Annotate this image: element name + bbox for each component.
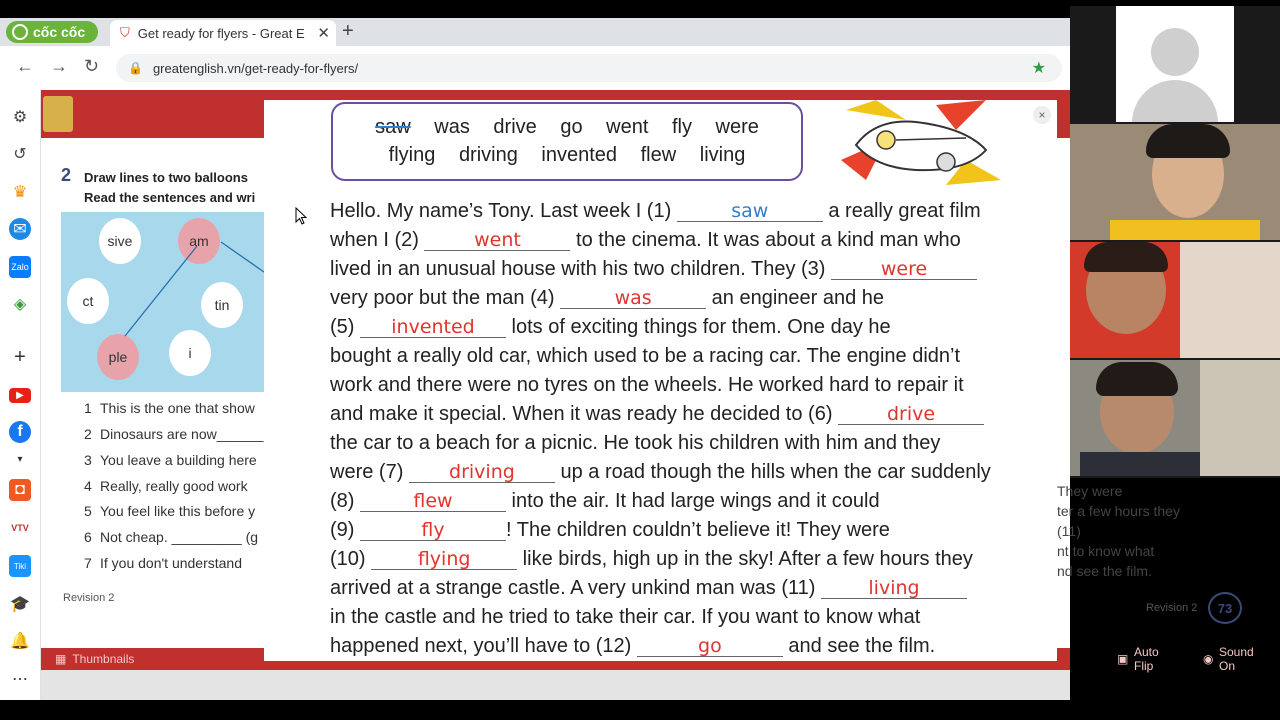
exercise-popup: [264, 100, 1057, 661]
lock-icon: 🔒: [128, 61, 143, 75]
url-text: greatenglish.vn/get-ready-for-flyers/: [152, 60, 359, 76]
story-fragment: (10): [330, 548, 372, 570]
active-tab[interactable]: [110, 20, 336, 46]
browser-sidebar: [0, 90, 41, 700]
sentence-text: You leave a building here: [100, 452, 257, 468]
word-bank-word: driving: [458, 144, 518, 166]
word-bank-word: flying: [388, 144, 436, 166]
story-line: [330, 574, 991, 603]
story-line: [330, 545, 991, 574]
sentence-item: [84, 426, 263, 442]
crown-icon[interactable]: ♛: [12, 184, 28, 201]
sentence-text: Dinosaurs are now______: [100, 426, 264, 442]
right-page-text: nt to know what: [1057, 543, 1155, 559]
participant-hair: [1146, 124, 1230, 158]
nav-bar: [0, 46, 1070, 90]
word-bank-word: went: [606, 116, 649, 138]
story-fragment: lots of exciting things for them. One day he: [506, 316, 891, 338]
shopee-icon[interactable]: ◘: [9, 479, 31, 501]
story-fragment: a really great film: [822, 200, 981, 222]
answer-blank-4[interactable]: [560, 287, 706, 309]
sentence-item: [84, 452, 257, 468]
participant-hair: [1084, 242, 1168, 272]
story-fragment: when I (2): [330, 229, 425, 251]
story-text: [330, 197, 991, 661]
sentence-text: Not cheap. _________ (g: [100, 529, 259, 545]
word-bank-word: invented: [541, 144, 618, 166]
forward-icon[interactable]: →: [50, 56, 68, 76]
story-line: in the castle and he tried to take their car. If you want to know what: [330, 606, 921, 628]
messenger-icon[interactable]: ✉: [9, 218, 31, 240]
participant-shirt: [1110, 220, 1260, 240]
story-fragment: happened next, you’ll have to (12): [330, 635, 637, 657]
answer-blank-8[interactable]: [360, 490, 506, 512]
thumbnails-icon[interactable]: ▦: [55, 652, 67, 666]
school-crest-icon: [43, 96, 73, 132]
right-page-text: ter a few hours they: [1057, 503, 1180, 519]
right-page-text: They were: [1057, 483, 1123, 499]
story-line: [330, 632, 991, 661]
story-fragment: (9): [330, 519, 360, 541]
sentence-item: [84, 503, 255, 519]
game-controller-icon[interactable]: ◈: [13, 296, 27, 313]
close-popup-button[interactable]: ×: [1033, 106, 1051, 124]
sentence-number: 6: [84, 529, 92, 545]
vtv-icon[interactable]: VTV: [11, 523, 29, 533]
connector-lines: [61, 212, 264, 392]
word-bank-word: living: [699, 144, 746, 166]
story-line: [330, 516, 991, 545]
sound-icon[interactable]: ◉: [1203, 652, 1214, 666]
answer-blank-6[interactable]: [838, 403, 984, 425]
word-bank: [331, 102, 803, 181]
auto-flip-icon[interactable]: ▣: [1117, 652, 1129, 666]
answer-text: go: [698, 635, 722, 657]
exercise-title: [84, 168, 255, 208]
participant-video[interactable]: [1070, 242, 1280, 358]
answer-blank-12[interactable]: [637, 635, 783, 657]
add-icon[interactable]: +: [14, 345, 26, 368]
answer-text: flew: [413, 490, 453, 512]
notification-bell-icon[interactable]: 🔔: [10, 633, 30, 650]
education-icon[interactable]: 🎓: [10, 596, 30, 613]
story-line: [330, 458, 991, 487]
exercise-title-line-2: Read the sentences and wri: [84, 190, 256, 205]
balloon: am: [178, 218, 220, 264]
word-bank-word: saw: [375, 116, 411, 138]
reload-icon[interactable]: ↻: [84, 56, 100, 76]
word-bank-row-1: [333, 113, 801, 141]
answer-blank-11[interactable]: [821, 577, 967, 599]
sentence-item: [84, 529, 258, 545]
sentence-number: 7: [84, 555, 92, 571]
zalo-icon[interactable]: Zalo: [9, 256, 31, 278]
facebook-icon[interactable]: f: [9, 421, 31, 443]
sentence-text: If you don't understand: [100, 555, 242, 571]
story-fragment: an engineer and he: [706, 287, 885, 309]
balloon: i: [169, 330, 211, 376]
participant-shirt: [1080, 452, 1200, 476]
right-page-text: nd see the film.: [1057, 563, 1152, 579]
sentence-number: 1: [84, 400, 92, 416]
answer-text: invented: [391, 316, 475, 338]
story-fragment: arrived at a strange castle. A very unkind man was (11): [330, 577, 821, 599]
answer-blank-9[interactable]: [360, 519, 506, 541]
answer-blank-10[interactable]: [371, 548, 517, 570]
story-fragment: like birds, high up in the sky! After a few hours they: [517, 548, 973, 570]
site-favicon-icon: ⛉: [120, 25, 130, 40]
brand-label: cốc cốc: [33, 24, 86, 40]
auto-flip-button[interactable]: Auto Flip: [1134, 645, 1159, 673]
participant-video[interactable]: [1070, 360, 1280, 476]
story-line: [330, 255, 991, 284]
answer-blank-3[interactable]: [831, 258, 977, 280]
sentence-text: You feel like this before y: [100, 503, 256, 519]
sentence-text: This is the one that show: [100, 400, 255, 416]
mouse-cursor-icon: [295, 207, 307, 225]
balloon: ct: [67, 278, 109, 324]
story-fragment: (5): [330, 316, 360, 338]
answer-text: were: [880, 258, 928, 280]
back-icon[interactable]: ←: [16, 56, 34, 76]
balloon: sive: [99, 218, 141, 264]
sentence-item: [84, 555, 242, 571]
story-line: work and there were no tyres on the wheels. He worked hard to repair it: [330, 374, 964, 396]
balloon-picture: [61, 212, 264, 392]
curtain-background: [1200, 360, 1280, 476]
sentence-text: Really, really good work: [100, 478, 248, 494]
balloon: ple: [97, 334, 139, 380]
address-bar[interactable]: [116, 54, 1062, 82]
participant-video[interactable]: [1070, 124, 1280, 240]
story-line: the car to a beach for a picnic. He took his children with him and they: [330, 432, 941, 454]
sentence-number: 3: [84, 452, 92, 468]
word-bank-word: drive: [493, 116, 537, 138]
answer-blank-7[interactable]: [409, 461, 555, 483]
expand-down-icon[interactable]: ▾: [17, 453, 23, 465]
answer-text: saw: [731, 200, 769, 222]
browser-logo[interactable]: [6, 21, 98, 43]
balloon: tin: [201, 282, 243, 328]
story-fragment: and see the film.: [782, 635, 936, 657]
story-line: [330, 487, 991, 516]
answer-blank-1[interactable]: [677, 200, 823, 222]
page-number-badge: 73: [1208, 592, 1242, 624]
story-fragment: to the cinema. It was about a kind man who: [570, 229, 961, 251]
sound-button[interactable]: Sound On: [1219, 645, 1254, 673]
new-tab-icon[interactable]: +: [342, 20, 354, 42]
word-bank-word: was: [434, 116, 470, 138]
participant-tile[interactable]: [1070, 6, 1280, 122]
story-fragment: and make it special. When it was ready he decided to (6): [330, 403, 839, 425]
story-line: [330, 313, 991, 342]
sentence-number: 5: [84, 503, 92, 519]
close-tab-icon[interactable]: ✕: [317, 25, 330, 42]
word-bank-word: fly: [671, 116, 692, 138]
story-fragment: up a road though the hills when the car suddenly: [554, 461, 991, 483]
answer-text: driving: [449, 461, 515, 483]
revision-label-right: Revision 2: [1146, 602, 1198, 614]
sentence-number: 4: [84, 478, 92, 494]
word-bank-word: go: [560, 116, 583, 138]
right-page-text: (11): [1057, 523, 1081, 539]
word-bank-row-2: [333, 141, 801, 169]
answer-text: was: [614, 287, 652, 309]
answer-blank-2[interactable]: [424, 229, 570, 251]
word-bank-word: were: [715, 116, 759, 138]
participant-hair: [1096, 362, 1178, 396]
bookmark-star-icon[interactable]: ★: [1031, 60, 1046, 77]
story-line: bought a really old car, which used to be a racing car. The engine didn’t: [330, 345, 961, 367]
video-call-panel: [1070, 6, 1280, 478]
story-fragment: (8): [330, 490, 360, 512]
story-line: [330, 400, 991, 429]
answer-blank-5[interactable]: [360, 316, 506, 338]
wall-background: [1180, 242, 1280, 358]
answer-text: drive: [887, 403, 936, 425]
coccoc-logo-icon: [12, 24, 28, 40]
tab-bar: [0, 18, 1070, 46]
story-line: [330, 197, 991, 226]
story-fragment: ! The children couldn’t believe it! They were: [506, 519, 890, 541]
story-fragment: were (7): [330, 461, 409, 483]
revision-label-left: Revision 2: [63, 592, 115, 604]
history-icon[interactable]: ↺: [13, 146, 27, 163]
sentence-item: [84, 478, 248, 494]
story-fragment: into the air. It had large wings and it could: [506, 490, 880, 512]
story-fragment: very poor but the man (4): [330, 287, 561, 309]
more-options-icon[interactable]: ⋯: [12, 671, 28, 688]
answer-text: living: [868, 577, 920, 599]
settings-icon[interactable]: ⚙: [12, 109, 28, 126]
thumbnails-button[interactable]: Thumbnails: [72, 652, 135, 666]
answer-text: went: [474, 229, 521, 251]
exercise-number: 2: [61, 165, 72, 185]
youtube-icon[interactable]: ▶: [9, 388, 31, 403]
sentence-number: 2: [84, 426, 92, 442]
story-fragment: lived in an unusual house with his two children. They (3): [330, 258, 832, 280]
default-avatar-icon: [1116, 6, 1234, 122]
story-line: [330, 226, 991, 255]
story-fragment: Hello. My name’s Tony. Last week I (1): [330, 200, 677, 222]
flying-car-illustration: [836, 100, 1001, 190]
sentence-item: [84, 400, 255, 416]
answer-text: flying: [417, 548, 471, 570]
word-bank-word: flew: [640, 144, 677, 166]
story-line: [330, 284, 991, 313]
tab-title: Get ready for flyers - Great E: [137, 25, 305, 41]
answer-text: fly: [421, 519, 445, 541]
exercise-title-line-1: Draw lines to two balloons: [84, 170, 248, 185]
tiki-icon[interactable]: Tiki: [9, 555, 31, 577]
page-footer-band: [41, 670, 1070, 700]
